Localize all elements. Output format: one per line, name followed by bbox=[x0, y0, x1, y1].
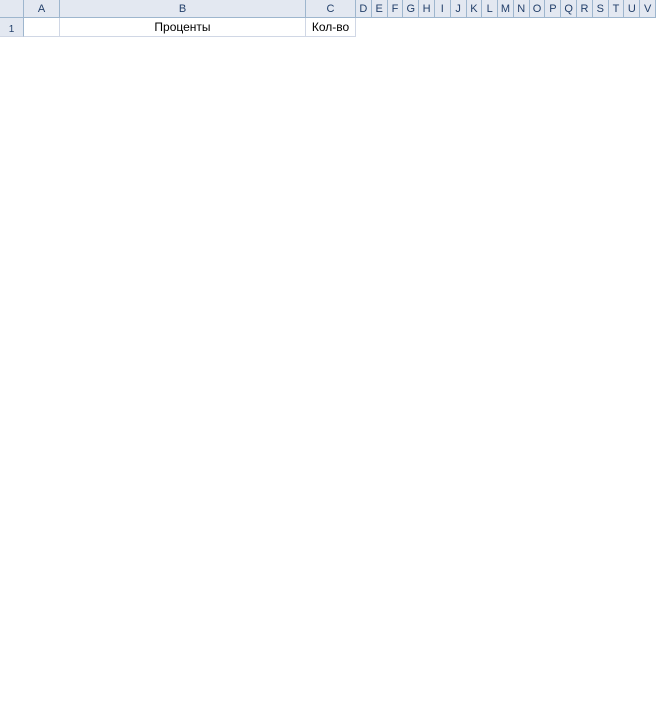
column-header-o[interactable]: O bbox=[530, 0, 546, 17]
select-all-corner[interactable] bbox=[0, 0, 24, 17]
row-number[interactable]: 1 bbox=[0, 18, 24, 37]
column-header-a[interactable]: A bbox=[24, 0, 60, 17]
column-header-m[interactable]: M bbox=[498, 0, 514, 17]
column-header-d[interactable]: D bbox=[356, 0, 372, 17]
column-header-c[interactable]: C bbox=[306, 0, 356, 17]
cell-a[interactable] bbox=[24, 18, 60, 37]
column-header-u[interactable]: U bbox=[624, 0, 640, 17]
column-header-k[interactable]: K bbox=[467, 0, 483, 17]
column-header-l[interactable]: L bbox=[482, 0, 498, 17]
percent-header-row bbox=[0, 18, 656, 37]
column-header-t[interactable]: T bbox=[609, 0, 625, 17]
column-header-n[interactable]: N bbox=[514, 0, 530, 17]
column-header-q[interactable]: Q bbox=[561, 0, 577, 17]
column-header-row bbox=[0, 0, 656, 18]
column-header-g[interactable]: G bbox=[403, 0, 419, 17]
column-header-f[interactable]: F bbox=[388, 0, 404, 17]
header-qty-cell[interactable]: Кол-во bbox=[306, 18, 356, 37]
column-header-e[interactable]: E bbox=[372, 0, 388, 17]
column-header-p[interactable]: P bbox=[545, 0, 561, 17]
column-header-i[interactable]: I bbox=[435, 0, 451, 17]
column-header-r[interactable]: R bbox=[577, 0, 593, 17]
column-header-h[interactable]: H bbox=[419, 0, 435, 17]
header-title-cell[interactable]: Проценты bbox=[60, 18, 306, 37]
column-header-v[interactable]: V bbox=[640, 0, 656, 17]
column-header-s[interactable]: S bbox=[593, 0, 609, 17]
column-header-j[interactable]: J bbox=[451, 0, 467, 17]
column-header-b[interactable]: B bbox=[60, 0, 306, 17]
